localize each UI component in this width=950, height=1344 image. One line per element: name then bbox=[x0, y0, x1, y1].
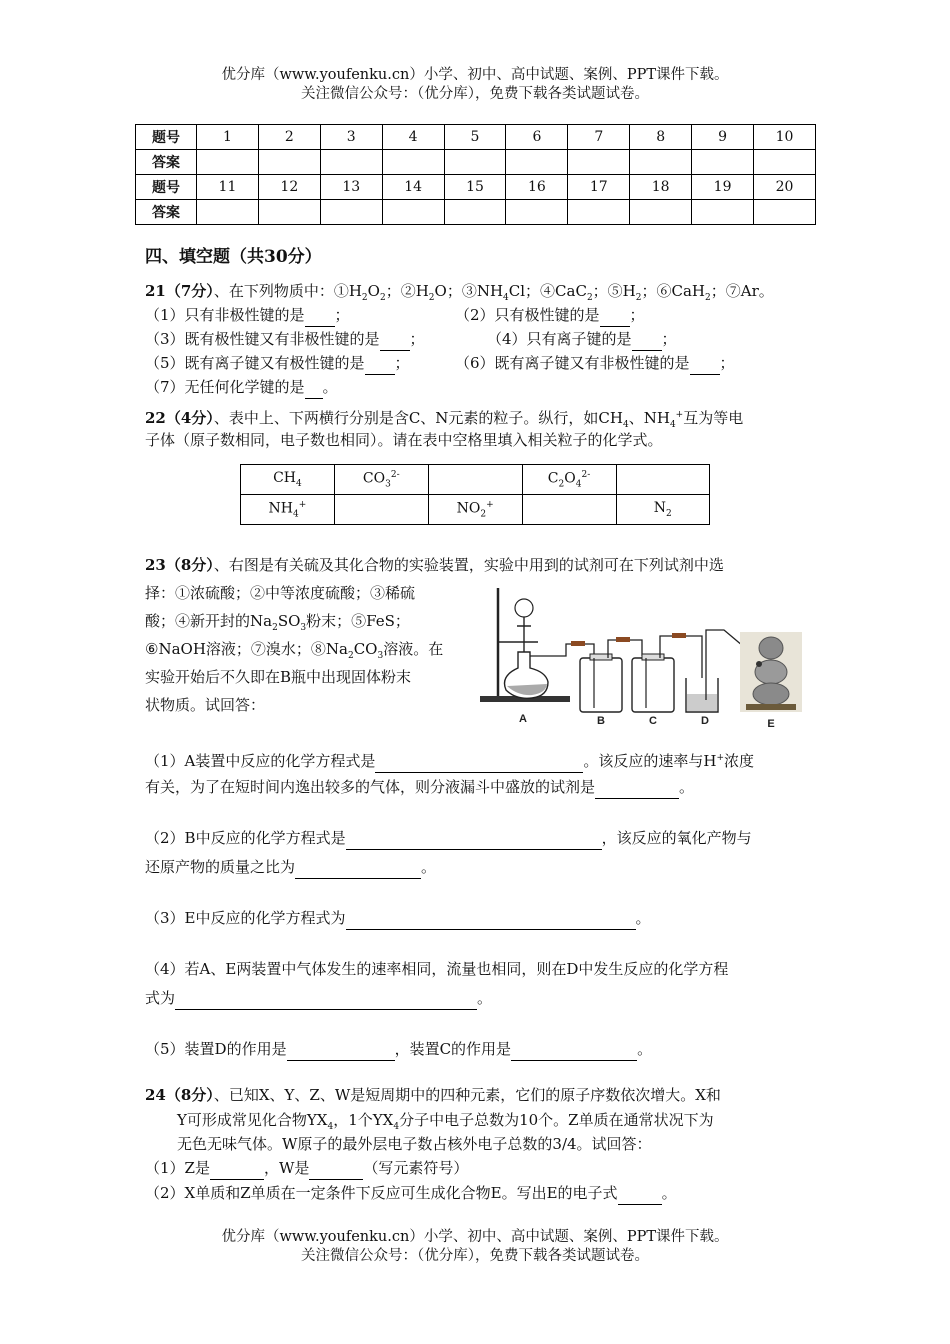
apparatus-figure bbox=[476, 582, 806, 732]
text: 还原产物的质量之比为 bbox=[145, 858, 296, 876]
question-number: 7 bbox=[568, 125, 630, 150]
label-a: A bbox=[519, 713, 527, 725]
q23-part-3 bbox=[145, 906, 651, 930]
text: 。 bbox=[679, 778, 695, 796]
sub: 4 bbox=[296, 478, 302, 489]
text: O；③NH bbox=[434, 282, 504, 300]
text: 、右图是有关硫及其化合物的实验装置，实验中用到的试剂可在下列试剂中选 bbox=[213, 556, 724, 574]
text: （2）B中反应的化学方程式是 bbox=[145, 829, 346, 847]
text: （3）E中反应的化学方程式为 bbox=[145, 909, 346, 927]
answer-blank[interactable] bbox=[175, 991, 477, 1010]
q23-part-2-line-2 bbox=[145, 855, 436, 879]
question-number: 6 bbox=[506, 125, 568, 150]
text: （1）Z是 bbox=[145, 1159, 210, 1177]
text: 。该反应的速率与H bbox=[583, 752, 717, 770]
q23-stem-1 bbox=[145, 553, 724, 577]
answer-cell[interactable] bbox=[630, 150, 692, 175]
row-label: 答案 bbox=[136, 150, 197, 175]
separatory-funnel bbox=[515, 599, 533, 617]
q23-part-1-line-1 bbox=[145, 746, 754, 773]
sup: + bbox=[298, 499, 307, 510]
q24-stem-1 bbox=[145, 1083, 721, 1107]
tube-b-c bbox=[608, 640, 642, 658]
q23-stem-2: 择：①浓硫酸；②中等浓度硫酸；③稀硫 bbox=[145, 584, 416, 602]
text: 。 bbox=[322, 378, 338, 396]
tube-a-b bbox=[554, 644, 594, 658]
q21-part-2 bbox=[455, 303, 645, 327]
text: ⑥NaOH溶液；⑦溴水；⑧Na bbox=[145, 640, 348, 658]
header-line-2: 关注微信公众号：（优分库），免费下载各类试题试卷。 bbox=[301, 86, 649, 102]
text: ，W是 bbox=[263, 1159, 310, 1177]
text: 、已知X、Y、Z、W是短周期中的四种元素，它们的原子序数依次增大。X和 bbox=[213, 1086, 721, 1104]
answer-cell[interactable] bbox=[506, 200, 568, 225]
q21-part-4 bbox=[487, 327, 677, 351]
text: 、NH bbox=[628, 409, 670, 427]
q24-stem-3: 无色无味气体。W原子的最外层电子数占核外电子总数的3/4。试回答： bbox=[177, 1135, 652, 1153]
page-footer bbox=[0, 1228, 950, 1266]
sub: 4 bbox=[575, 479, 582, 490]
q23-stem-6: 状物质。试回答： bbox=[145, 696, 266, 714]
row-label: 题号 bbox=[136, 125, 197, 150]
sub: 2 bbox=[635, 293, 642, 303]
q24-number: 24（8分） bbox=[145, 1086, 214, 1104]
sub: 4 bbox=[622, 420, 629, 430]
q23-stem-5: 实验开始后不久即在B瓶中出现固体粉末 bbox=[145, 668, 412, 686]
label-e: E bbox=[767, 718, 775, 730]
text: 粉末；⑤FeS； bbox=[306, 612, 410, 630]
answer-cell[interactable] bbox=[754, 150, 816, 175]
text: ，该反应的氧化产物与 bbox=[601, 829, 752, 847]
kipp-valve bbox=[756, 661, 762, 667]
text: Y可形成常见化合物YX bbox=[177, 1111, 328, 1129]
beaker-d-liquid bbox=[687, 694, 717, 711]
particle-blank-cell[interactable] bbox=[334, 495, 428, 525]
text: ； bbox=[719, 354, 735, 372]
table-row bbox=[241, 495, 710, 525]
answer-blank[interactable] bbox=[618, 1186, 662, 1205]
question-number: 1 bbox=[197, 125, 259, 150]
text: （2）X单质和Z单质在一定条件下反应可生成化合物E。写出E的电子式 bbox=[145, 1184, 618, 1202]
text: （6）既有离子键又有非极性键的是 bbox=[455, 354, 690, 372]
question-number: 5 bbox=[444, 125, 506, 150]
page-header bbox=[0, 66, 950, 104]
sup: 2- bbox=[390, 469, 400, 480]
answer-cell[interactable] bbox=[320, 200, 382, 225]
text: （写元素符号） bbox=[363, 1159, 469, 1177]
sub: 2 bbox=[480, 509, 487, 520]
section-title: 四、填空题（共30分） bbox=[145, 247, 322, 267]
text: CO bbox=[353, 640, 378, 658]
answer-blank[interactable] bbox=[365, 356, 395, 375]
answer-cell[interactable] bbox=[692, 200, 754, 225]
answer-blank[interactable] bbox=[295, 860, 421, 879]
text: ； bbox=[629, 306, 645, 324]
q21-part-6 bbox=[455, 351, 735, 375]
q23-part-2-line-1 bbox=[145, 826, 752, 850]
text: （5）装置D的作用是 bbox=[145, 1040, 287, 1058]
kipp-bottom-bulb bbox=[753, 683, 789, 705]
question-number: 12 bbox=[258, 175, 320, 200]
answer-blank[interactable] bbox=[287, 1042, 395, 1061]
answer-blank[interactable] bbox=[375, 754, 583, 773]
text: ；⑦Ar。 bbox=[710, 282, 774, 300]
answer-blank[interactable] bbox=[305, 380, 323, 399]
particle-cell bbox=[428, 495, 522, 525]
q24-part-1 bbox=[145, 1156, 468, 1180]
particle-blank-cell[interactable] bbox=[616, 465, 710, 495]
answer-cell[interactable] bbox=[568, 200, 630, 225]
text: ； bbox=[394, 354, 410, 372]
sub: 2 bbox=[428, 293, 435, 303]
q23-part-4-line-2 bbox=[145, 986, 492, 1010]
text: C bbox=[547, 470, 559, 487]
text: O bbox=[367, 282, 380, 300]
answer-blank[interactable] bbox=[309, 1161, 363, 1180]
sub: 3 bbox=[300, 623, 307, 633]
sup: + bbox=[486, 499, 494, 510]
text: 、表中上、下两横行分别是含C、N元素的粒子。纵行，如CH bbox=[213, 409, 623, 427]
sub: 2 bbox=[558, 479, 565, 490]
sub: 4 bbox=[393, 1122, 400, 1132]
answer-cell[interactable] bbox=[258, 200, 320, 225]
particle-cell bbox=[334, 465, 428, 495]
text: （1）只有非极性键的是 bbox=[145, 306, 305, 324]
question-number: 10 bbox=[754, 125, 816, 150]
text: （2）只有极性键的是 bbox=[455, 306, 600, 324]
rubber-joint bbox=[616, 637, 630, 642]
sub: 2 bbox=[586, 293, 593, 303]
text: （4）只有离子键的是 bbox=[487, 330, 632, 348]
answer-blank[interactable] bbox=[511, 1042, 637, 1061]
sup: + bbox=[675, 410, 684, 420]
particle-blank-cell[interactable] bbox=[522, 495, 616, 525]
sub: 2 bbox=[379, 293, 386, 303]
answer-blank[interactable] bbox=[346, 911, 636, 930]
text: SO bbox=[277, 612, 301, 630]
answer-cell[interactable] bbox=[568, 150, 630, 175]
header-line-1: 优分库（www.youfenku.cn）小学、初中、高中试题、案例、PPT课件下载。 bbox=[221, 67, 729, 83]
text: 。 bbox=[635, 909, 651, 927]
sub: 2 bbox=[347, 651, 354, 661]
answer-blank[interactable] bbox=[690, 356, 720, 375]
particle-cell bbox=[241, 495, 335, 525]
text: ；⑤H bbox=[592, 282, 636, 300]
particle-cell bbox=[616, 495, 710, 525]
text: 。 bbox=[477, 989, 493, 1007]
rubber-joint bbox=[571, 641, 585, 646]
answer-cell[interactable] bbox=[197, 200, 259, 225]
bottle-c bbox=[632, 658, 674, 712]
text: （1）A装置中反应的化学方程式是 bbox=[145, 752, 376, 770]
text: 浓度 bbox=[724, 752, 755, 770]
answer-cell[interactable] bbox=[506, 150, 568, 175]
text: 分子中电子总数为10个。Z单质在通常状况下为 bbox=[399, 1111, 714, 1129]
text: 互为等电 bbox=[683, 409, 744, 427]
q21-part-7 bbox=[145, 375, 338, 399]
q21-part-1 bbox=[145, 303, 350, 327]
answer-blank[interactable] bbox=[632, 332, 662, 351]
q22-stem-2: 子体（原子数相同，电子数也相同）。请在表中空格里填入相关粒子的化学式。 bbox=[145, 431, 663, 449]
label-b: B bbox=[597, 715, 605, 727]
text: 、在下列物质中：①H bbox=[213, 282, 362, 300]
footer-line-1: 优分库（www.youfenku.cn）小学、初中、高中试题、案例、PPT课件下载。 bbox=[221, 1229, 729, 1245]
text: ； bbox=[409, 330, 425, 348]
text: O bbox=[564, 470, 576, 487]
sub: 4 bbox=[503, 293, 509, 303]
sub: 3 bbox=[377, 651, 384, 661]
q21-part-5 bbox=[145, 351, 410, 375]
table-row bbox=[241, 465, 710, 495]
answer-cell[interactable] bbox=[320, 150, 382, 175]
answer-blank[interactable] bbox=[380, 332, 410, 351]
row-label: 答案 bbox=[136, 200, 197, 225]
label-d: D bbox=[701, 715, 709, 727]
label-c: C bbox=[649, 715, 657, 727]
sub: 3 bbox=[385, 479, 391, 490]
q21-number: 21（7分） bbox=[145, 282, 214, 300]
text: （7）无任何化学键的是 bbox=[145, 378, 305, 396]
answer-cell[interactable] bbox=[258, 150, 320, 175]
sup: + bbox=[716, 753, 725, 763]
text: N bbox=[653, 500, 666, 517]
question-number: 15 bbox=[444, 175, 506, 200]
text: NO bbox=[456, 500, 481, 517]
sub: 2 bbox=[361, 293, 368, 303]
q22-number: 22（4分） bbox=[145, 409, 214, 427]
q23-part-4-line-1: （4）若A、E两装置中气体发生的速率相同，流量也相同，则在D中发生反应的化学方程 bbox=[145, 960, 729, 978]
q24-part-2 bbox=[145, 1181, 677, 1205]
text: 。 bbox=[421, 858, 437, 876]
answer-blank[interactable] bbox=[600, 308, 630, 327]
text: CO bbox=[362, 470, 386, 487]
sub: 4 bbox=[327, 1122, 334, 1132]
question-number: 11 bbox=[197, 175, 259, 200]
table-row bbox=[136, 200, 816, 225]
text: CH bbox=[273, 470, 297, 487]
particle-cell bbox=[241, 465, 335, 495]
answer-blank[interactable] bbox=[305, 308, 335, 327]
q21-part-3 bbox=[145, 327, 425, 351]
text: ； bbox=[661, 330, 677, 348]
answer-blank[interactable] bbox=[346, 831, 602, 850]
question-number: 3 bbox=[320, 125, 382, 150]
answer-cell[interactable] bbox=[382, 150, 444, 175]
text: ，装置C的作用是 bbox=[394, 1040, 512, 1058]
particle-cell bbox=[522, 465, 616, 495]
answer-table bbox=[135, 124, 816, 225]
table-row bbox=[136, 150, 816, 175]
q23-number: 23（8分） bbox=[145, 556, 214, 574]
answer-cell[interactable] bbox=[382, 200, 444, 225]
question-number: 13 bbox=[320, 175, 382, 200]
question-number: 17 bbox=[568, 175, 630, 200]
question-number: 19 bbox=[692, 175, 754, 200]
bottle-b bbox=[580, 658, 622, 712]
text: ；②H bbox=[385, 282, 429, 300]
sup: 2- bbox=[581, 469, 591, 480]
sub: 4 bbox=[293, 509, 299, 520]
question-number: 14 bbox=[382, 175, 444, 200]
sub: 2 bbox=[666, 508, 672, 519]
text: ； bbox=[334, 306, 350, 324]
particle-blank-cell[interactable] bbox=[428, 465, 522, 495]
rubber-joint bbox=[672, 633, 686, 638]
answer-cell[interactable] bbox=[444, 150, 506, 175]
table-row bbox=[136, 175, 816, 200]
sub: 4 bbox=[669, 420, 676, 430]
text: 式为 bbox=[145, 989, 176, 1007]
text: （3）既有极性键又有非极性键的是 bbox=[145, 330, 380, 348]
question-number: 9 bbox=[692, 125, 754, 150]
question-number: 4 bbox=[382, 125, 444, 150]
text: NH bbox=[268, 500, 294, 517]
answer-cell[interactable] bbox=[197, 150, 259, 175]
sub: 2 bbox=[705, 293, 711, 303]
question-number: 2 bbox=[258, 125, 320, 150]
text: 溶液。在 bbox=[383, 640, 444, 658]
q23-part-5 bbox=[145, 1037, 652, 1061]
bottle-c-stopper bbox=[642, 654, 664, 660]
text: 有关，为了在短时间内逸出较多的气体，则分液漏斗中盛放的试剂是 bbox=[145, 778, 596, 796]
question-number: 18 bbox=[630, 175, 692, 200]
kipp-base bbox=[746, 704, 796, 710]
sub: 2 bbox=[272, 623, 278, 633]
text: ；⑥CaH bbox=[641, 282, 706, 300]
question-number: 20 bbox=[754, 175, 816, 200]
row-label: 题号 bbox=[136, 175, 197, 200]
answer-blank[interactable] bbox=[595, 780, 679, 799]
answer-cell[interactable] bbox=[630, 200, 692, 225]
text: （5）既有离子键又有极性键的是 bbox=[145, 354, 365, 372]
footer-line-2: 关注微信公众号：（优分库），免费下载各类试题试卷。 bbox=[301, 1248, 649, 1264]
answer-blank[interactable] bbox=[210, 1161, 264, 1180]
text: Cl；④CaC bbox=[508, 282, 587, 300]
kipp-top-bulb bbox=[759, 637, 783, 659]
particle-table bbox=[240, 464, 710, 525]
answer-cell[interactable] bbox=[692, 150, 754, 175]
text: 。 bbox=[637, 1040, 653, 1058]
q23-part-1-line-2 bbox=[145, 775, 694, 799]
text: ，1个YX bbox=[333, 1111, 394, 1129]
answer-cell[interactable] bbox=[754, 200, 816, 225]
table-row bbox=[136, 125, 816, 150]
question-number: 8 bbox=[630, 125, 692, 150]
bottle-b-stopper bbox=[590, 654, 612, 660]
answer-cell[interactable] bbox=[444, 200, 506, 225]
question-number: 16 bbox=[506, 175, 568, 200]
text: 。 bbox=[661, 1184, 677, 1202]
text: 酸；④新开封的Na bbox=[145, 612, 273, 630]
